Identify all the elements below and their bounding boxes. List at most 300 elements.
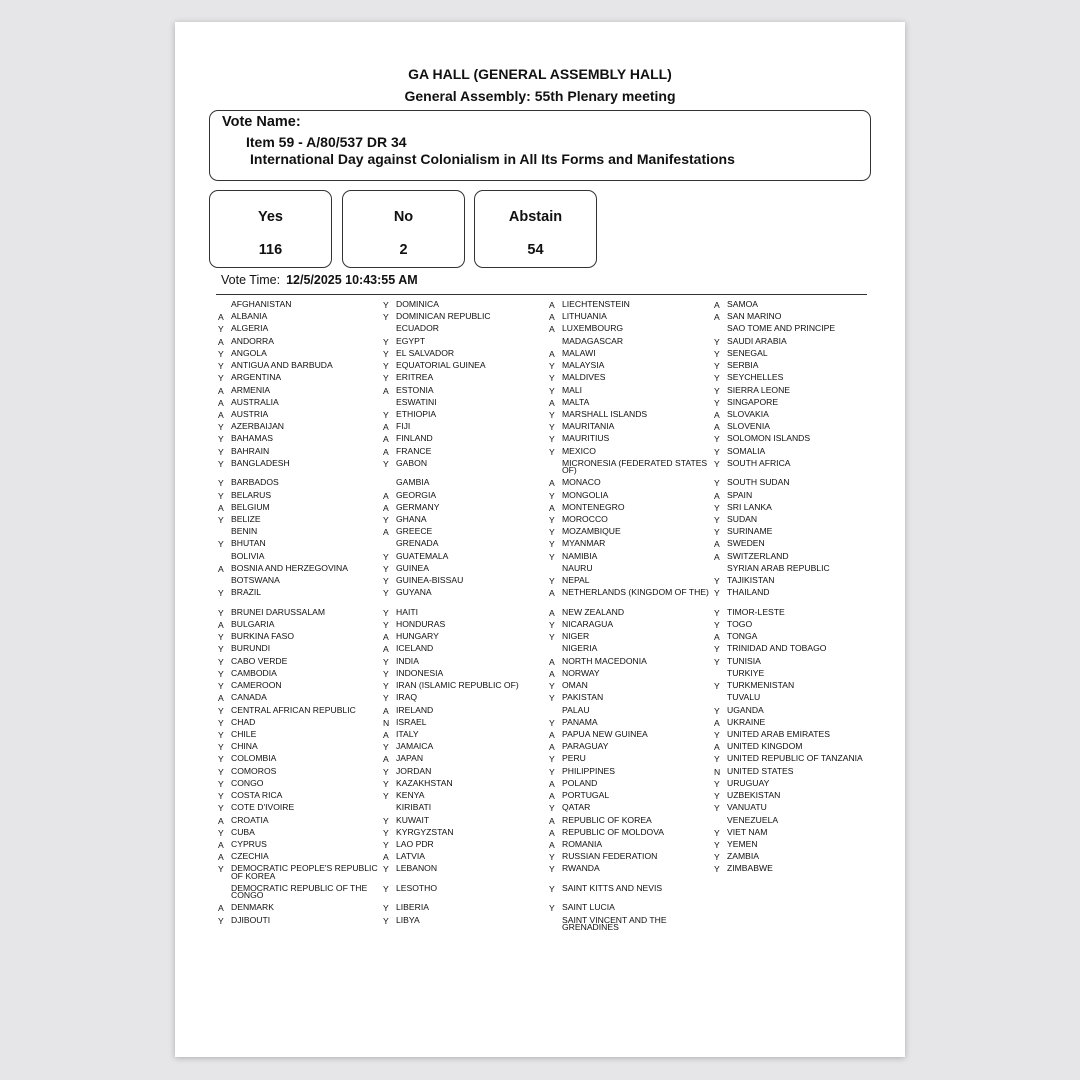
country-name: FRANCE	[396, 445, 432, 456]
country-name: SAN MARINO	[727, 311, 782, 322]
vote-code: A	[383, 632, 389, 643]
vote-code: Y	[549, 490, 555, 501]
country-name: PAPUA NEW GUINEA	[562, 729, 648, 739]
vote-code: Y	[218, 717, 224, 728]
country-name: MOROCCO	[562, 514, 608, 524]
vote-code: Y	[549, 803, 555, 814]
vote-code: Y	[218, 446, 224, 457]
country-name: SOUTH AFRICA	[727, 457, 791, 468]
country-name: NICARAGUA	[562, 619, 614, 630]
vote-code: Y	[218, 434, 224, 445]
country-name: THAILAND	[727, 587, 770, 598]
country-name: NIGER	[562, 631, 590, 642]
country-name: DOMINICA	[396, 299, 439, 309]
country-name: LATVIA	[396, 851, 425, 862]
country-name: ANDORRA	[231, 335, 274, 346]
country-name: CUBA	[231, 826, 255, 837]
country-name: PAKISTAN	[562, 692, 604, 703]
country-name: CZECHIA	[231, 851, 269, 862]
vote-code: Y	[383, 300, 389, 310]
country-name: MALDIVES	[562, 372, 606, 383]
country-name: COSTA RICA	[231, 790, 283, 801]
vote-code: A	[549, 656, 555, 667]
vote-code: Y	[714, 348, 720, 359]
country-name: NEPAL	[562, 575, 590, 586]
vote-code: Y	[549, 434, 555, 445]
vote-code: A	[218, 693, 224, 704]
vote-code: Y	[383, 373, 389, 384]
country-name: KENYA	[396, 790, 425, 801]
vote-code: Y	[218, 778, 224, 789]
country-name: SURINAME	[727, 526, 773, 537]
vote-code: Y	[383, 742, 389, 753]
country-name: ALGERIA	[231, 323, 269, 334]
country-name: SWEDEN	[727, 538, 765, 549]
vote-code: A	[714, 551, 720, 562]
country-name: LITHUANIA	[562, 311, 607, 322]
vote-code: Y	[549, 409, 555, 420]
vote-code: Y	[549, 527, 555, 538]
vote-code: A	[218, 839, 224, 850]
country-name: SERBIA	[727, 360, 759, 371]
vote-code: Y	[218, 668, 224, 679]
country-name: ETHIOPIA	[396, 408, 437, 419]
country-name: VANUATU	[727, 802, 767, 813]
country-name: FIJI	[396, 421, 411, 432]
vote-code: Y	[383, 883, 389, 894]
vote-code: Y	[383, 551, 389, 562]
vote-code: A	[714, 409, 720, 420]
country-name: SEYCHELLES	[727, 372, 784, 383]
vote-code: A	[218, 563, 224, 574]
country-name: SLOVAKIA	[727, 408, 769, 419]
vote-code: Y	[714, 839, 720, 850]
country-name: BOSNIA AND HERZEGOVINA	[231, 562, 348, 573]
country-name: BAHAMAS	[231, 433, 274, 444]
country-name: PARAGUAY	[562, 741, 609, 752]
country-name: SIERRA LEONE	[727, 384, 791, 395]
country-name: CHAD	[231, 716, 256, 727]
country-name: UNITED ARAB EMIRATES	[727, 729, 830, 739]
country-name: TAJIKISTAN	[727, 575, 775, 586]
country-name: NORTH MACEDONIA	[562, 655, 647, 666]
vote-code: N	[714, 766, 721, 777]
vote-code: A	[549, 300, 555, 310]
no-label: No	[393, 209, 414, 225]
vote-code: Y	[218, 361, 224, 372]
country-name: INDIA	[396, 655, 419, 666]
yes-label: Yes	[258, 209, 283, 225]
vote-code: Y	[714, 644, 720, 655]
country-name: OMAN	[562, 680, 588, 691]
country-name: COTE D'IVOIRE	[231, 802, 295, 813]
vote-code: A	[714, 490, 720, 501]
country-name: MALTA	[562, 396, 590, 407]
country-name: BELIZE	[231, 514, 261, 524]
vote-code: Y	[549, 551, 555, 562]
vote-time-value: 12/5/2025 10:43:55 AM	[286, 273, 418, 287]
country-name: SAINT LUCIA	[562, 902, 615, 913]
country-name: REPUBLIC OF MOLDOVA	[562, 826, 665, 837]
country-name: ALBANIA	[231, 311, 268, 322]
vote-code: Y	[714, 607, 720, 618]
vote-code: A	[383, 502, 389, 513]
country-name: SINGAPORE	[727, 396, 779, 407]
country-name: ARMENIA	[231, 384, 271, 395]
vote-code: A	[218, 620, 224, 631]
country-name: KIRIBATI	[396, 802, 432, 813]
hall-title: GA HALL (GENERAL ASSEMBLY HALL)	[408, 66, 672, 82]
vote-code: Y	[383, 515, 389, 525]
vote-code: A	[549, 730, 555, 740]
country-name: CABO VERDE	[231, 655, 288, 666]
country-name: CAMBODIA	[231, 667, 277, 678]
vote-code: Y	[383, 791, 389, 802]
vote-code: Y	[383, 348, 389, 359]
vote-code: A	[383, 730, 389, 740]
vote-code: Y	[549, 539, 555, 550]
country-name: MALAWI	[562, 347, 596, 358]
vote-code: Y	[549, 717, 555, 728]
vote-code: A	[383, 852, 389, 863]
country-name: ERITREA	[396, 372, 434, 383]
vote-code: A	[383, 527, 389, 538]
vote-code: Y	[714, 502, 720, 513]
vote-code: Y	[714, 705, 720, 716]
country-name: MONACO	[562, 477, 601, 488]
country-name: LIBERIA	[396, 902, 429, 913]
country-name: KYRGYZSTAN	[396, 826, 454, 837]
vote-code: A	[383, 490, 389, 501]
country-name: BURUNDI	[231, 643, 271, 654]
country-name: DEMOCRATIC PEOPLE'S REPUBLIC OF KOREA	[231, 863, 378, 881]
country-name: SAINT VINCENT AND THE GRENADINES	[562, 914, 667, 933]
country-name: MEXICO	[562, 445, 596, 456]
country-name: MONGOLIA	[562, 489, 609, 500]
country-name: QATAR	[562, 802, 591, 813]
vote-code: Y	[714, 588, 720, 599]
vote-code: Y	[218, 539, 224, 550]
vote-code: Y	[549, 576, 555, 587]
country-name: LUXEMBOURG	[562, 323, 624, 334]
country-name: LEBANON	[396, 863, 438, 874]
country-name: SOUTH SUDAN	[727, 477, 790, 488]
country-name: RWANDA	[562, 863, 600, 874]
vote-code: A	[549, 478, 555, 489]
country-name: LAO PDR	[396, 838, 434, 849]
country-name: NETHERLANDS (KINGDOM OF THE)	[562, 587, 709, 598]
vote-code: Y	[218, 348, 224, 359]
country-name: EQUATORIAL GUINEA	[396, 360, 486, 371]
vote-code: A	[549, 312, 555, 323]
country-name: HUNGARY	[396, 631, 439, 642]
vote-code: Y	[714, 852, 720, 863]
vote-code: Y	[714, 515, 720, 525]
vote-code: Y	[218, 915, 224, 926]
country-name: SYRIAN ARAB REPUBLIC	[727, 562, 830, 573]
no-count: 2	[399, 242, 408, 258]
country-name: ANGOLA	[231, 347, 267, 358]
vote-code: Y	[383, 903, 389, 914]
vote-code: Y	[549, 422, 555, 433]
vote-code: A	[714, 300, 720, 310]
vote-code: Y	[218, 754, 224, 765]
abstain-count: 54	[527, 242, 544, 258]
vote-code: A	[549, 839, 555, 850]
country-name: BELARUS	[231, 489, 272, 500]
vote-code: A	[218, 815, 224, 826]
document-page	[175, 22, 905, 1057]
country-name: CANADA	[231, 692, 267, 703]
vote-code: Y	[549, 852, 555, 863]
country-name: UKRAINE	[727, 716, 766, 727]
vote-code: Y	[383, 815, 389, 826]
vote-code: Y	[549, 681, 555, 692]
country-name: ZAMBIA	[727, 851, 759, 862]
country-name: BAHRAIN	[231, 445, 270, 456]
country-name: BHUTAN	[231, 538, 266, 549]
vote-code: Y	[714, 361, 720, 372]
country-name: PORTUGAL	[562, 790, 610, 801]
vote-code: Y	[383, 839, 389, 850]
vote-code: Y	[218, 458, 224, 469]
country-name: SENEGAL	[727, 347, 768, 358]
vote-code: Y	[383, 620, 389, 631]
vote-code: Y	[218, 791, 224, 802]
country-name: BOTSWANA	[231, 575, 280, 586]
country-name: URUGUAY	[727, 777, 770, 788]
vote-code: A	[218, 852, 224, 863]
vote-code: Y	[218, 490, 224, 501]
country-name: GUINEA	[396, 562, 429, 573]
country-name: BULGARIA	[231, 619, 275, 630]
country-name: TUVALU	[727, 692, 761, 703]
vote-code: Y	[383, 458, 389, 469]
country-name: UZBEKISTAN	[727, 790, 781, 801]
vote-code: A	[383, 446, 389, 457]
country-name: ICELAND	[396, 643, 434, 654]
country-name: CENTRAL AFRICAN REPUBLIC	[231, 704, 356, 715]
country-name: GERMANY	[396, 501, 440, 512]
country-name: AUSTRALIA	[231, 396, 279, 407]
country-name: PANAMA	[562, 716, 598, 727]
country-name: REPUBLIC OF KOREA	[562, 814, 652, 825]
country-name: SOLOMON ISLANDS	[727, 433, 811, 444]
vote-code: Y	[714, 373, 720, 384]
vote-code: Y	[714, 620, 720, 631]
vote-code: Y	[549, 693, 555, 704]
vote-code: Y	[549, 766, 555, 777]
vote-code: Y	[383, 656, 389, 667]
country-name: GABON	[396, 457, 428, 468]
country-name: TURKMENISTAN	[727, 680, 795, 691]
country-name: IRAN (ISLAMIC REPUBLIC OF)	[396, 680, 519, 691]
vote-code: A	[218, 409, 224, 420]
vote-code: Y	[714, 446, 720, 457]
country-name: SOMALIA	[727, 445, 766, 456]
country-name: BELGIUM	[231, 501, 270, 512]
country-name: BRUNEI DARUSSALAM	[231, 606, 326, 617]
vote-code: Y	[714, 458, 720, 469]
vote-code: Y	[383, 563, 389, 574]
country-name: SAO TOME AND PRINCIPE	[727, 323, 836, 334]
country-name: SAUDI ARABIA	[727, 335, 787, 346]
vote-code: A	[383, 385, 389, 396]
country-name: RUSSIAN FEDERATION	[562, 851, 658, 862]
country-name: BOLIVIA	[231, 550, 265, 561]
vote-code: Y	[714, 730, 720, 740]
country-name: NEW ZEALAND	[562, 606, 625, 617]
country-name: NAURU	[562, 562, 593, 573]
country-name: NORWAY	[562, 667, 600, 678]
vote-code: Y	[383, 915, 389, 926]
vote-description: International Day against Colonialism in All Its Forms and Manifestations	[250, 151, 735, 167]
vote-code: A	[714, 632, 720, 643]
vote-code: Y	[714, 827, 720, 838]
vote-code: Y	[218, 827, 224, 838]
country-name: VIET NAM	[727, 826, 768, 837]
vote-code: A	[549, 742, 555, 753]
country-name: GRENADA	[396, 538, 439, 549]
country-name: UNITED STATES	[727, 765, 794, 776]
vote-code: Y	[218, 742, 224, 753]
vote-code: A	[549, 324, 555, 335]
vote-code: A	[549, 397, 555, 408]
country-name: FINLAND	[396, 433, 433, 444]
vote-code: Y	[218, 478, 224, 489]
no-box	[342, 190, 465, 268]
vote-code: Y	[383, 576, 389, 587]
country-name: AFGHANISTAN	[231, 299, 292, 309]
country-name: TURKIYE	[727, 667, 765, 678]
country-name: DOMINICAN REPUBLIC	[396, 311, 491, 322]
country-name: SRI LANKA	[727, 501, 772, 512]
country-name: NAMIBIA	[562, 550, 598, 561]
vote-code: Y	[714, 681, 720, 692]
vote-item: Item 59 - A/80/537 DR 34	[246, 134, 407, 150]
vote-code: Y	[714, 778, 720, 789]
vote-code: A	[218, 336, 224, 347]
vote-code: A	[218, 397, 224, 408]
vote-code: A	[218, 312, 224, 323]
vote-code: A	[218, 903, 224, 914]
vote-code: Y	[218, 730, 224, 740]
vote-code: A	[383, 705, 389, 716]
vote-code: Y	[714, 864, 720, 875]
country-name: PALAU	[562, 704, 590, 715]
vote-code: Y	[714, 336, 720, 347]
vote-code: Y	[218, 515, 224, 525]
country-name: BRAZIL	[231, 587, 262, 598]
vote-code: Y	[549, 446, 555, 457]
vote-code: A	[714, 312, 720, 323]
vote-code: A	[549, 348, 555, 359]
vote-code: Y	[549, 373, 555, 384]
country-name: TUNISIA	[727, 655, 761, 666]
country-name: KUWAIT	[396, 814, 430, 825]
country-name: LIECHTENSTEIN	[562, 299, 630, 309]
country-name: ESWATINI	[396, 396, 437, 407]
vote-code: Y	[383, 409, 389, 420]
country-name: CYPRUS	[231, 838, 267, 849]
country-name: DEMOCRATIC REPUBLIC OF THE CONGO	[231, 882, 368, 901]
country-name: IRAQ	[396, 692, 418, 703]
country-name: GREECE	[396, 526, 433, 537]
vote-code: A	[549, 668, 555, 679]
country-name: ANTIGUA AND BARBUDA	[231, 360, 333, 371]
vote-code: A	[549, 778, 555, 789]
country-name: JORDAN	[396, 765, 432, 776]
country-name: LESOTHO	[396, 882, 438, 893]
vote-code: Y	[383, 668, 389, 679]
country-name: MARSHALL ISLANDS	[562, 408, 648, 419]
vote-code: Y	[714, 754, 720, 765]
country-name: EL SALVADOR	[396, 347, 455, 358]
vote-code: Y	[714, 791, 720, 802]
vote-code: Y	[383, 607, 389, 618]
country-name: AUSTRIA	[231, 408, 269, 419]
country-name: BENIN	[231, 526, 258, 537]
yes-count: 116	[258, 242, 283, 258]
country-name: ITALY	[396, 729, 419, 739]
vote-code: Y	[714, 434, 720, 445]
vote-code: A	[549, 791, 555, 802]
vote-code: Y	[549, 883, 555, 894]
vote-code: A	[549, 827, 555, 838]
country-name: SLOVENIA	[727, 421, 770, 432]
vote-code: Y	[218, 864, 224, 875]
vote-code: Y	[383, 693, 389, 704]
vote-code: N	[383, 717, 390, 728]
vote-code: Y	[549, 620, 555, 631]
country-name: ISRAEL	[396, 716, 427, 727]
vote-code: A	[549, 815, 555, 826]
vote-code: Y	[218, 656, 224, 667]
vote-code: Y	[383, 312, 389, 323]
country-name: UGANDA	[727, 704, 764, 715]
vote-code: Y	[383, 588, 389, 599]
vote-code: Y	[383, 766, 389, 777]
vote-code: Y	[549, 385, 555, 396]
country-name: ROMANIA	[562, 838, 603, 849]
country-name: LIBYA	[396, 914, 420, 925]
vote-code: Y	[218, 607, 224, 618]
country-name: VENEZUELA	[727, 814, 779, 825]
meeting-title: General Assembly: 55th Plenary meeting	[404, 88, 676, 104]
country-name: GUYANA	[396, 587, 432, 598]
country-name: PHILIPPINES	[562, 765, 616, 776]
country-name: GUATEMALA	[396, 550, 449, 561]
country-name: MALI	[562, 384, 583, 395]
vote-code: Y	[383, 778, 389, 789]
vote-code: A	[383, 754, 389, 765]
vote-code: A	[383, 422, 389, 433]
country-name: ECUADOR	[396, 323, 439, 334]
country-name: HONDURAS	[396, 619, 446, 630]
country-name: COLOMBIA	[231, 753, 277, 764]
vote-code: Y	[383, 336, 389, 347]
vote-code: A	[218, 502, 224, 513]
country-name: BARBADOS	[231, 477, 279, 488]
country-name: ZIMBABWE	[727, 863, 773, 874]
vote-code: A	[714, 422, 720, 433]
vote-code: Y	[549, 632, 555, 643]
country-name: CONGO	[231, 777, 264, 788]
vote-code: A	[549, 502, 555, 513]
country-name: TOGO	[727, 619, 753, 630]
vote-code: Y	[218, 632, 224, 643]
vote-code: Y	[218, 422, 224, 433]
